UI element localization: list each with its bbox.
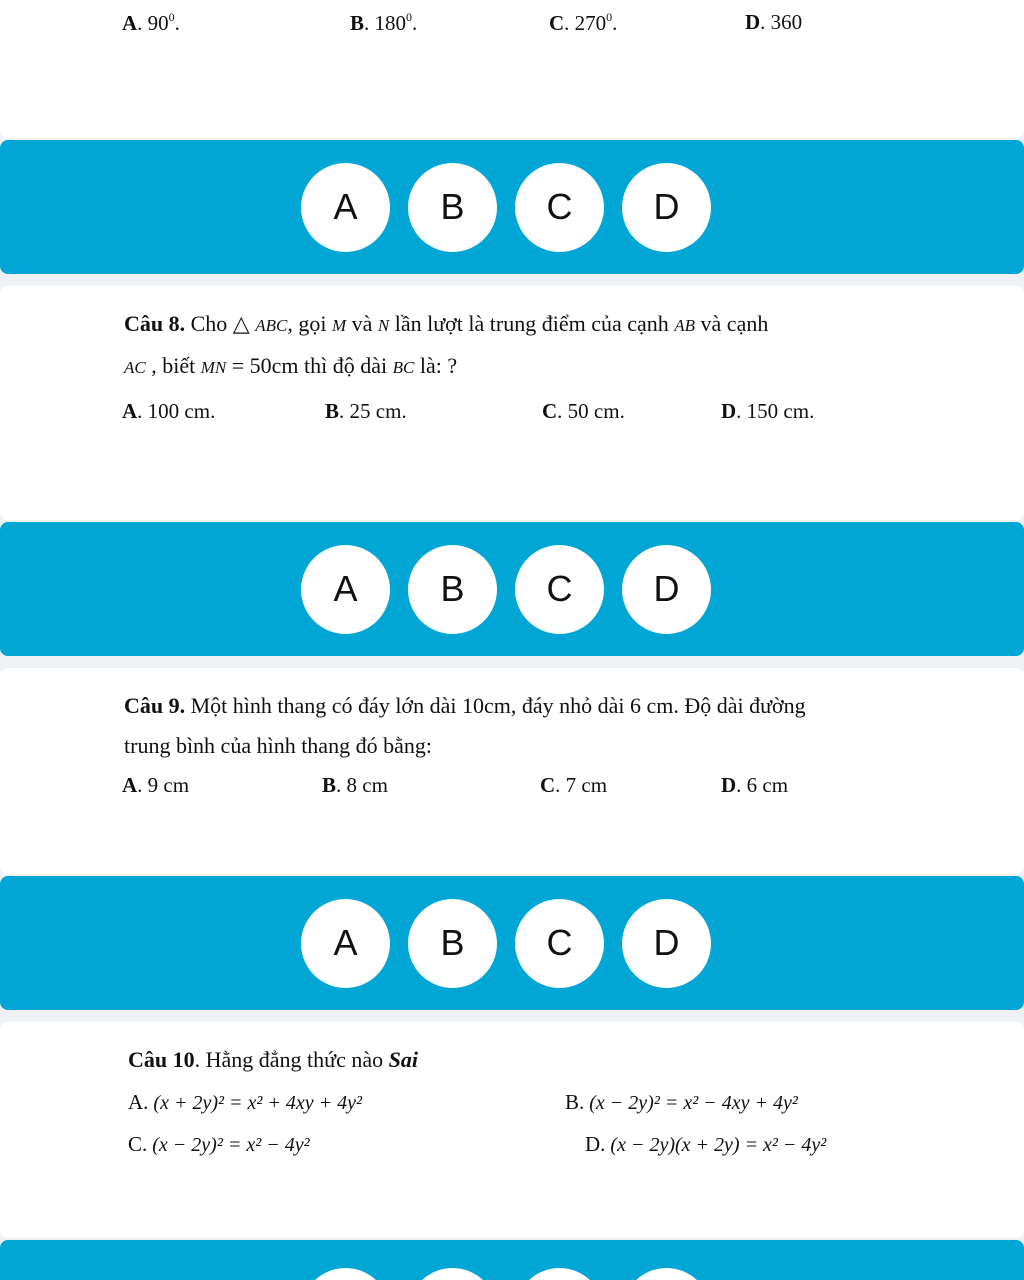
question-9-option-c[interactable] xyxy=(540,773,607,798)
option-value: . 8 cm xyxy=(336,773,388,797)
text-run: Một hình thang có đáy lớn dài 10cm, đáy nhỏ dài 6 cm. Độ dài đường xyxy=(185,693,806,718)
text-run: và cạnh xyxy=(695,311,769,336)
question-9-card xyxy=(0,668,1024,874)
question-8-options xyxy=(0,399,1024,429)
answer-band-2 xyxy=(0,522,1024,656)
question-9-line-2 xyxy=(124,726,924,766)
question-9-options xyxy=(0,773,1024,803)
option-letter: B xyxy=(325,399,340,423)
option-expression: (x − 2y)² = x² − 4y² xyxy=(147,1134,310,1156)
math-mn: MN xyxy=(200,358,227,377)
answer-button-b[interactable]: B xyxy=(408,899,497,988)
option-tail: . xyxy=(174,11,180,35)
option-letter: A xyxy=(122,11,138,35)
question-7-options xyxy=(0,10,1024,40)
text-run: Cho △ xyxy=(185,311,256,336)
answer-buttons xyxy=(301,140,711,274)
question-number: Câu 8. xyxy=(124,311,186,336)
question-9-text xyxy=(124,686,924,766)
option-value: 180 xyxy=(374,11,407,35)
option-expression: (x − 2y)² = x² − 4xy + 4y² xyxy=(584,1092,798,1114)
degree-sup: 0 xyxy=(606,10,613,24)
emphasis-word: Sai xyxy=(388,1047,418,1072)
answer-button-a[interactable]: A xyxy=(301,899,390,988)
answer-button-b[interactable]: B xyxy=(408,545,497,634)
math-ac: AC xyxy=(124,358,146,377)
math-abc: ABC xyxy=(255,316,288,335)
math-n: N xyxy=(377,316,390,335)
question-10-title xyxy=(128,1040,928,1080)
option-expression: (x + 2y)² = x² + 4xy + 4y² xyxy=(148,1092,362,1114)
question-8-line-1 xyxy=(124,304,924,346)
question-7-option-b[interactable]: B. $180^0$. xyxy=(350,10,418,35)
answer-button-b-partial[interactable] xyxy=(408,1268,497,1280)
option-letter: A. xyxy=(128,1090,149,1114)
question-7-option-c[interactable]: C. $270^0$. xyxy=(549,10,618,35)
question-8-option-b[interactable] xyxy=(325,399,407,424)
option-letter: C. xyxy=(128,1132,148,1156)
option-tail: . xyxy=(412,11,418,35)
option-value: . 6 cm xyxy=(736,773,789,797)
question-10-card xyxy=(0,1022,1024,1238)
question-9-option-a[interactable] xyxy=(122,773,189,798)
option-letter: C xyxy=(542,399,558,423)
answer-button-a-partial[interactable] xyxy=(301,1268,390,1280)
answer-button-a[interactable]: A xyxy=(301,545,390,634)
answer-band-3 xyxy=(0,876,1024,1010)
option-letter: C xyxy=(540,773,556,797)
question-number: Câu 10 xyxy=(128,1047,195,1072)
math-ab: AB xyxy=(674,316,696,335)
answer-button-a[interactable]: A xyxy=(301,163,390,252)
option-letter: D. xyxy=(585,1132,606,1156)
answer-button-d[interactable]: D xyxy=(622,899,711,988)
question-9-line-1 xyxy=(124,686,924,726)
answer-band-1 xyxy=(0,140,1024,274)
question-7-option-d[interactable]: D. 360 xyxy=(745,10,803,34)
option-value: . 7 cm xyxy=(555,773,608,797)
answer-button-c[interactable]: C xyxy=(515,899,604,988)
question-10-options-row-2 xyxy=(0,1132,1024,1162)
question-8-text xyxy=(124,304,924,388)
answer-buttons xyxy=(301,522,711,656)
degree-sup: 0 xyxy=(168,10,175,24)
option-letter: A xyxy=(122,399,138,423)
option-letter: D xyxy=(721,773,737,797)
option-letter: D xyxy=(721,399,737,423)
option-value: 270 xyxy=(574,11,607,35)
answer-button-c-partial[interactable] xyxy=(515,1268,604,1280)
answer-button-d-partial[interactable] xyxy=(622,1268,711,1280)
answer-band-4 xyxy=(0,1240,1024,1280)
question-9-option-b[interactable] xyxy=(322,773,388,798)
answer-button-d[interactable]: D xyxy=(622,163,711,252)
question-10-option-d[interactable] xyxy=(585,1132,826,1157)
answer-button-b[interactable]: B xyxy=(408,163,497,252)
answer-button-d[interactable]: D xyxy=(622,545,711,634)
math-bc: BC xyxy=(392,358,415,377)
option-letter: A xyxy=(122,773,138,797)
text-run: = 50cm thì độ dài xyxy=(226,353,393,378)
option-letter: B xyxy=(350,11,365,35)
option-letter: B. xyxy=(565,1090,585,1114)
question-8-option-a[interactable] xyxy=(122,399,215,424)
option-value: 90 xyxy=(147,11,169,35)
answer-buttons xyxy=(301,876,711,1010)
option-value: . 25 cm. xyxy=(339,399,407,423)
question-8-card xyxy=(0,286,1024,520)
question-8-option-d[interactable] xyxy=(721,399,814,424)
text-run: trung bình của hình thang đó bằng: xyxy=(124,733,432,758)
question-9-option-d[interactable] xyxy=(721,773,788,798)
text-run: , gọi xyxy=(287,311,332,336)
text-run: là: ? xyxy=(414,353,458,378)
question-number: Câu 9. xyxy=(124,693,186,718)
option-letter: D xyxy=(745,10,761,34)
text-run: và xyxy=(346,311,378,336)
option-value: . 50 cm. xyxy=(557,399,625,423)
text-run: , biết xyxy=(145,353,201,378)
question-10-option-b[interactable] xyxy=(565,1090,798,1115)
question-10-option-a[interactable] xyxy=(128,1090,362,1115)
option-expression: (x − 2y)(x + 2y) = x² − 4y² xyxy=(605,1134,827,1156)
question-8-option-c[interactable] xyxy=(542,399,625,424)
question-10-options-row-1 xyxy=(0,1090,1024,1120)
option-tail: . xyxy=(612,11,618,35)
option-value: 360 xyxy=(770,10,803,34)
answer-button-c[interactable]: C xyxy=(515,163,604,252)
option-letter: B xyxy=(322,773,337,797)
option-value: . 9 cm xyxy=(137,773,190,797)
answer-button-c[interactable]: C xyxy=(515,545,604,634)
text-run: lần lượt là trung điểm của cạnh xyxy=(389,311,675,336)
option-value: . 100 cm. xyxy=(137,399,216,423)
math-m: M xyxy=(331,316,347,335)
text-run: . Hằng đẳng thức nào xyxy=(194,1047,389,1072)
option-letter: C xyxy=(549,11,565,35)
option-value: . 150 cm. xyxy=(736,399,815,423)
question-8-line-2 xyxy=(124,346,924,388)
question-10-option-c[interactable] xyxy=(128,1132,310,1157)
degree-sup: 0 xyxy=(406,10,413,24)
question-7-option-a[interactable]: A. $90^0$. xyxy=(122,10,180,35)
question-7-card xyxy=(0,0,1024,138)
